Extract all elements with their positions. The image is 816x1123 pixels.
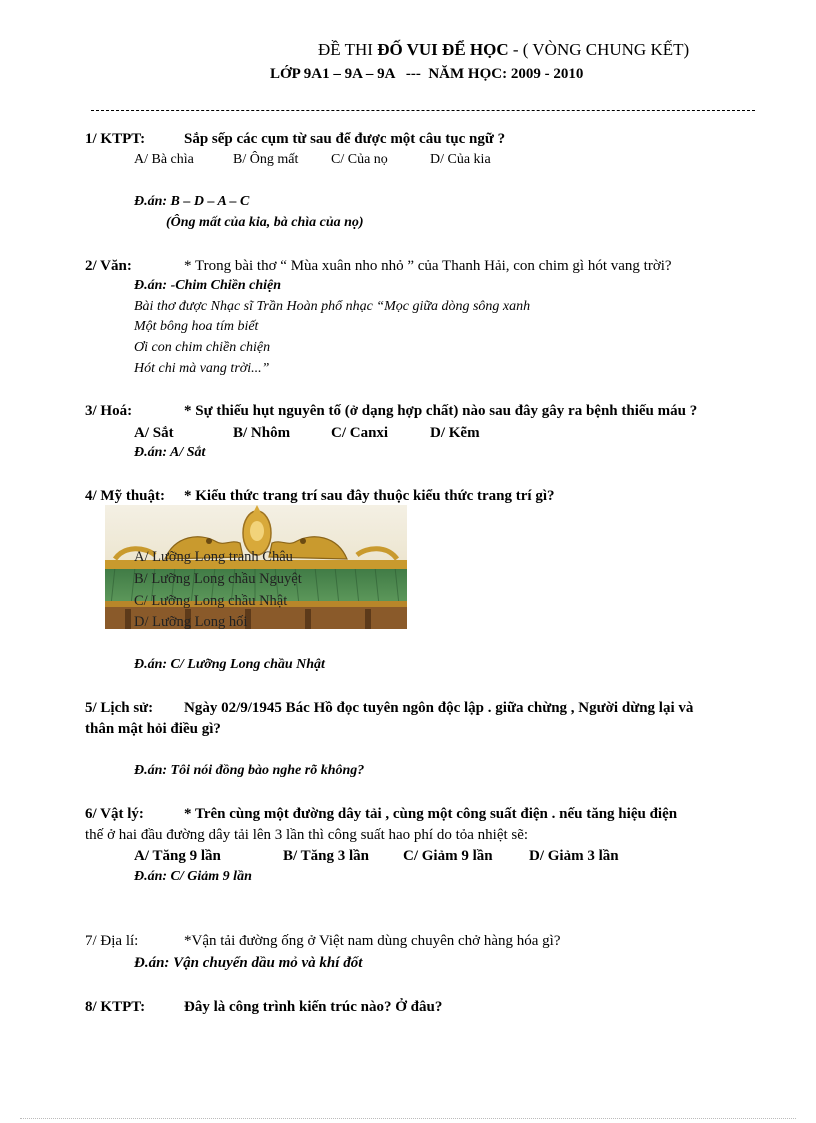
q2-label: 2/ Văn: (85, 258, 132, 274)
q3-option-c: C/ Canxi (331, 425, 389, 441)
q5-text-line1: Ngày 02/9/1945 Bác Hồ đọc tuyên ngôn độc lập . giữa chừng , Người dừng lại và (184, 700, 694, 716)
q3-label: 3/ Hoá: (85, 403, 133, 419)
q4-option-b: B/ Lưỡng Long chầu Nguyệt (134, 571, 302, 587)
q1-option-b: B/ Ông mất (233, 152, 299, 167)
page-title (318, 40, 689, 60)
q4-option-a: A/ Lưỡng Long tranh Châu (134, 549, 293, 565)
q2-note-2: Một bông hoa tím biết (134, 319, 259, 334)
header-divider (91, 110, 755, 111)
q3-option-a: A/ Sắt (134, 425, 174, 441)
q8-text: Đây là công trình kiến trúc nào? Ở đâu? (184, 999, 443, 1015)
title-suffix: - ( VÒNG CHUNG KẾT) (512, 40, 690, 59)
q8-label: 8/ KTPT: (85, 999, 146, 1015)
q2-note-4: Hót chi mà vang trời...” (134, 361, 270, 376)
q4-text: * Kiểu thức trang trí sau đây thuộc kiểu thức trang trí gì? (184, 488, 555, 504)
q1-option-a: A/ Bà chìa (134, 152, 194, 167)
q6-text-line1: * Trên cùng một đường dây tải , cùng một công suất điện . nếu tăng hiệu điện (184, 806, 678, 822)
q1-text: Sắp sếp các cụm từ sau để được một câu tục ngữ ? (184, 131, 506, 147)
q3-answer: Đ.án: A/ Sắt (134, 445, 206, 460)
page-subtitle: LỚP 9A1 – 9A – 9A --- NĂM HỌC: 2009 - 2010 (270, 66, 584, 82)
q1-option-c: C/ Của nọ (331, 152, 388, 167)
q2-answer-prefix: Đ.án: (134, 278, 168, 293)
q7-answer: Đ.án: Vận chuyển dầu mỏ và khí đốt (134, 955, 363, 971)
q3-text: * Sự thiếu hụt nguyên tố (ở dạng hợp chất) nào sau đây gây ra bệnh thiếu máu ? (184, 403, 698, 419)
q1-option-d: D/ Của kia (430, 152, 491, 167)
q4-option-c: C/ Lưỡng Long chầu Nhật (134, 593, 288, 609)
page-bottom-divider (20, 1118, 796, 1119)
q5-text-line2: thân mật hỏi điều gì? (85, 721, 221, 737)
q2-answer (134, 278, 281, 294)
q2-note-3: Ơi con chim chiền chiện (134, 340, 271, 355)
q4-answer: Đ.án: C/ Lưỡng Long chầu Nhật (134, 657, 325, 672)
q2-note-1: Bài thơ được Nhạc sĩ Trần Hoàn phổ nhạc “Mọc giữa dòng sông xanh (134, 299, 531, 314)
title-prefix: ĐỀ THI (318, 40, 373, 59)
q6-answer: Đ.án: C/ Giảm 9 lần (134, 869, 252, 884)
q6-label: 6/ Vật lý: (85, 806, 144, 822)
q5-answer: Đ.án: Tôi nói đồng bào nghe rõ không? (134, 763, 365, 778)
q5-label: 5/ Lịch sử: (85, 700, 154, 716)
q7-text: *Vận tải đường ống ở Việt nam dùng chuyên chở hàng hóa gì? (184, 933, 561, 949)
q2-answer-text: -Chim Chiền chiện (170, 278, 282, 293)
q4-option-d: D/ Lưỡng Long hối (134, 614, 248, 629)
q1-answer-note: (Ông mất của kia, bà chìa của nọ) (166, 215, 364, 230)
q6-option-d: D/ Giảm 3 lần (529, 848, 619, 864)
q6-option-b: B/ Tăng 3 lần (283, 848, 370, 864)
q6-option-c: C/ Giảm 9 lần (403, 848, 493, 864)
q2-text: * Trong bài thơ “ Mùa xuân nho nhỏ ” của Thanh Hải, con chim gì hót vang trời? (184, 258, 672, 274)
dragon-roof-illustration (105, 505, 407, 629)
dragon-roof-image (105, 505, 407, 629)
q1-answer: Đ.án: B – D – A – C (134, 194, 250, 209)
q1-label: 1/ KTPT: (85, 131, 146, 147)
q3-option-b: B/ Nhôm (233, 425, 291, 441)
q4-label: 4/ Mỹ thuật: (85, 488, 165, 504)
q3-option-d: D/ Kẽm (430, 425, 480, 441)
q6-option-a: A/ Tăng 9 lần (134, 848, 221, 864)
title-bold: ĐỐ VUI ĐỂ HỌC (377, 40, 509, 59)
q7-label: 7/ Địa lí: (85, 933, 139, 949)
q6-text-line2: thế ở hai đầu đường dây tải lên 3 lần thì công suất hao phí do tỏa nhiệt sẽ: (85, 827, 529, 843)
